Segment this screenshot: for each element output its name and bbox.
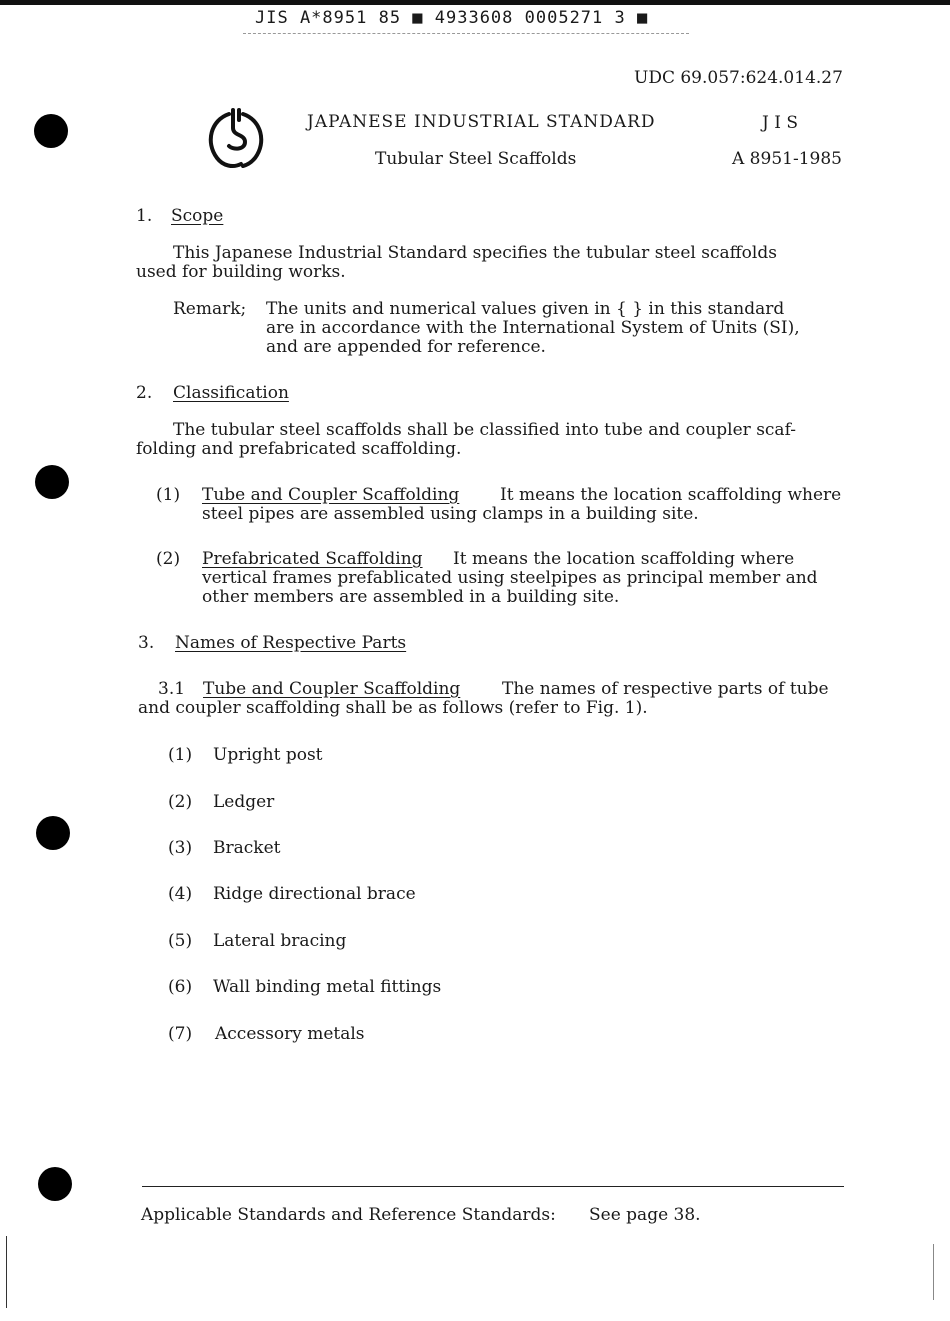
document-code: JIS A*8951 85 ■ 4933608 0005271 3 ■ (255, 8, 649, 28)
item-text-line: steel pipes are assembled using clamps in a building site. (202, 504, 699, 524)
jis-label: J I S (762, 113, 798, 133)
section-title: Classification (173, 383, 289, 403)
remark-text-line: The units and numerical values given in { } in this standard (266, 299, 785, 319)
section-number: 3. (138, 633, 155, 653)
subsection-number: 3.1 (158, 679, 186, 699)
part-number: (3) (168, 838, 193, 858)
part-label: Lateral bracing (213, 931, 347, 951)
section-number: 1. (136, 206, 153, 226)
classification-text-line: folding and prefabricated scaffolding. (136, 439, 462, 459)
binder-hole-1 (34, 114, 68, 148)
footnote-page-ref: See page 38. (589, 1205, 701, 1225)
part-label: Upright post (213, 745, 323, 765)
item-number: (2) (156, 549, 181, 569)
part-number: (4) (168, 884, 193, 904)
footnote-text: Applicable Standards and Reference Standards: (141, 1205, 556, 1225)
item-text-line: other members are assembled in a building site. (202, 587, 620, 607)
remark-label: Remark; (173, 299, 247, 319)
subsection-text-line: The names of respective parts of tube (502, 679, 829, 699)
part-number: (5) (168, 931, 193, 951)
remark-text-line: are in accordance with the International System of Units (SI), (266, 318, 800, 338)
scan-margin-line (933, 1244, 934, 1300)
part-number: (1) (168, 745, 193, 765)
part-label: Bracket (213, 838, 281, 858)
section-number: 2. (136, 383, 153, 403)
section-title: Scope (171, 206, 224, 226)
subsection-title: Tube and Coupler Scaffolding (203, 679, 461, 699)
item-title: Prefabricated Scaffolding (202, 549, 423, 569)
scan-margin-line (6, 1236, 7, 1308)
part-number: (7) (168, 1024, 193, 1044)
binder-hole-2 (35, 465, 69, 499)
document-title: Tubular Steel Scaffolds (375, 149, 577, 169)
standard-number: A 8951-1985 (732, 149, 842, 169)
top-edge-bar (0, 0, 950, 5)
part-label: Accessory metals (215, 1024, 365, 1044)
section-title: Names of Respective Parts (175, 633, 407, 653)
binder-hole-4 (38, 1167, 72, 1201)
scope-text-line: This Japanese Industrial Standard specifies the tubular steel scaffolds (173, 243, 777, 263)
part-number: (6) (168, 977, 193, 997)
part-label: Ridge directional brace (213, 884, 416, 904)
part-number: (2) (168, 792, 193, 812)
udc-number: UDC 69.057:624.014.27 (634, 68, 843, 88)
part-label: Wall binding metal fittings (213, 977, 442, 997)
part-label: Ledger (213, 792, 275, 812)
item-text-line: It means the location scaffolding where (453, 549, 795, 569)
footnote-rule (142, 1186, 844, 1187)
jis-mark-logo (203, 106, 269, 172)
scope-text-line: used for building works. (136, 262, 346, 282)
item-text-line: vertical frames prefablicated using steelpipes as principal member and (202, 568, 818, 588)
standard-org: JAPANESE INDUSTRIAL STANDARD (307, 112, 656, 132)
binder-hole-3 (36, 816, 70, 850)
item-title: Tube and Coupler Scaffolding (202, 485, 460, 505)
code-underline (243, 33, 689, 34)
classification-text-line: The tubular steel scaffolds shall be classified into tube and coupler scaf- (173, 420, 796, 440)
item-number: (1) (156, 485, 181, 505)
item-text-line: It means the location scaffolding where (500, 485, 842, 505)
subsection-text-line: and coupler scaffolding shall be as follows (refer to Fig. 1). (138, 698, 648, 718)
remark-text-line: and are appended for reference. (266, 337, 546, 357)
